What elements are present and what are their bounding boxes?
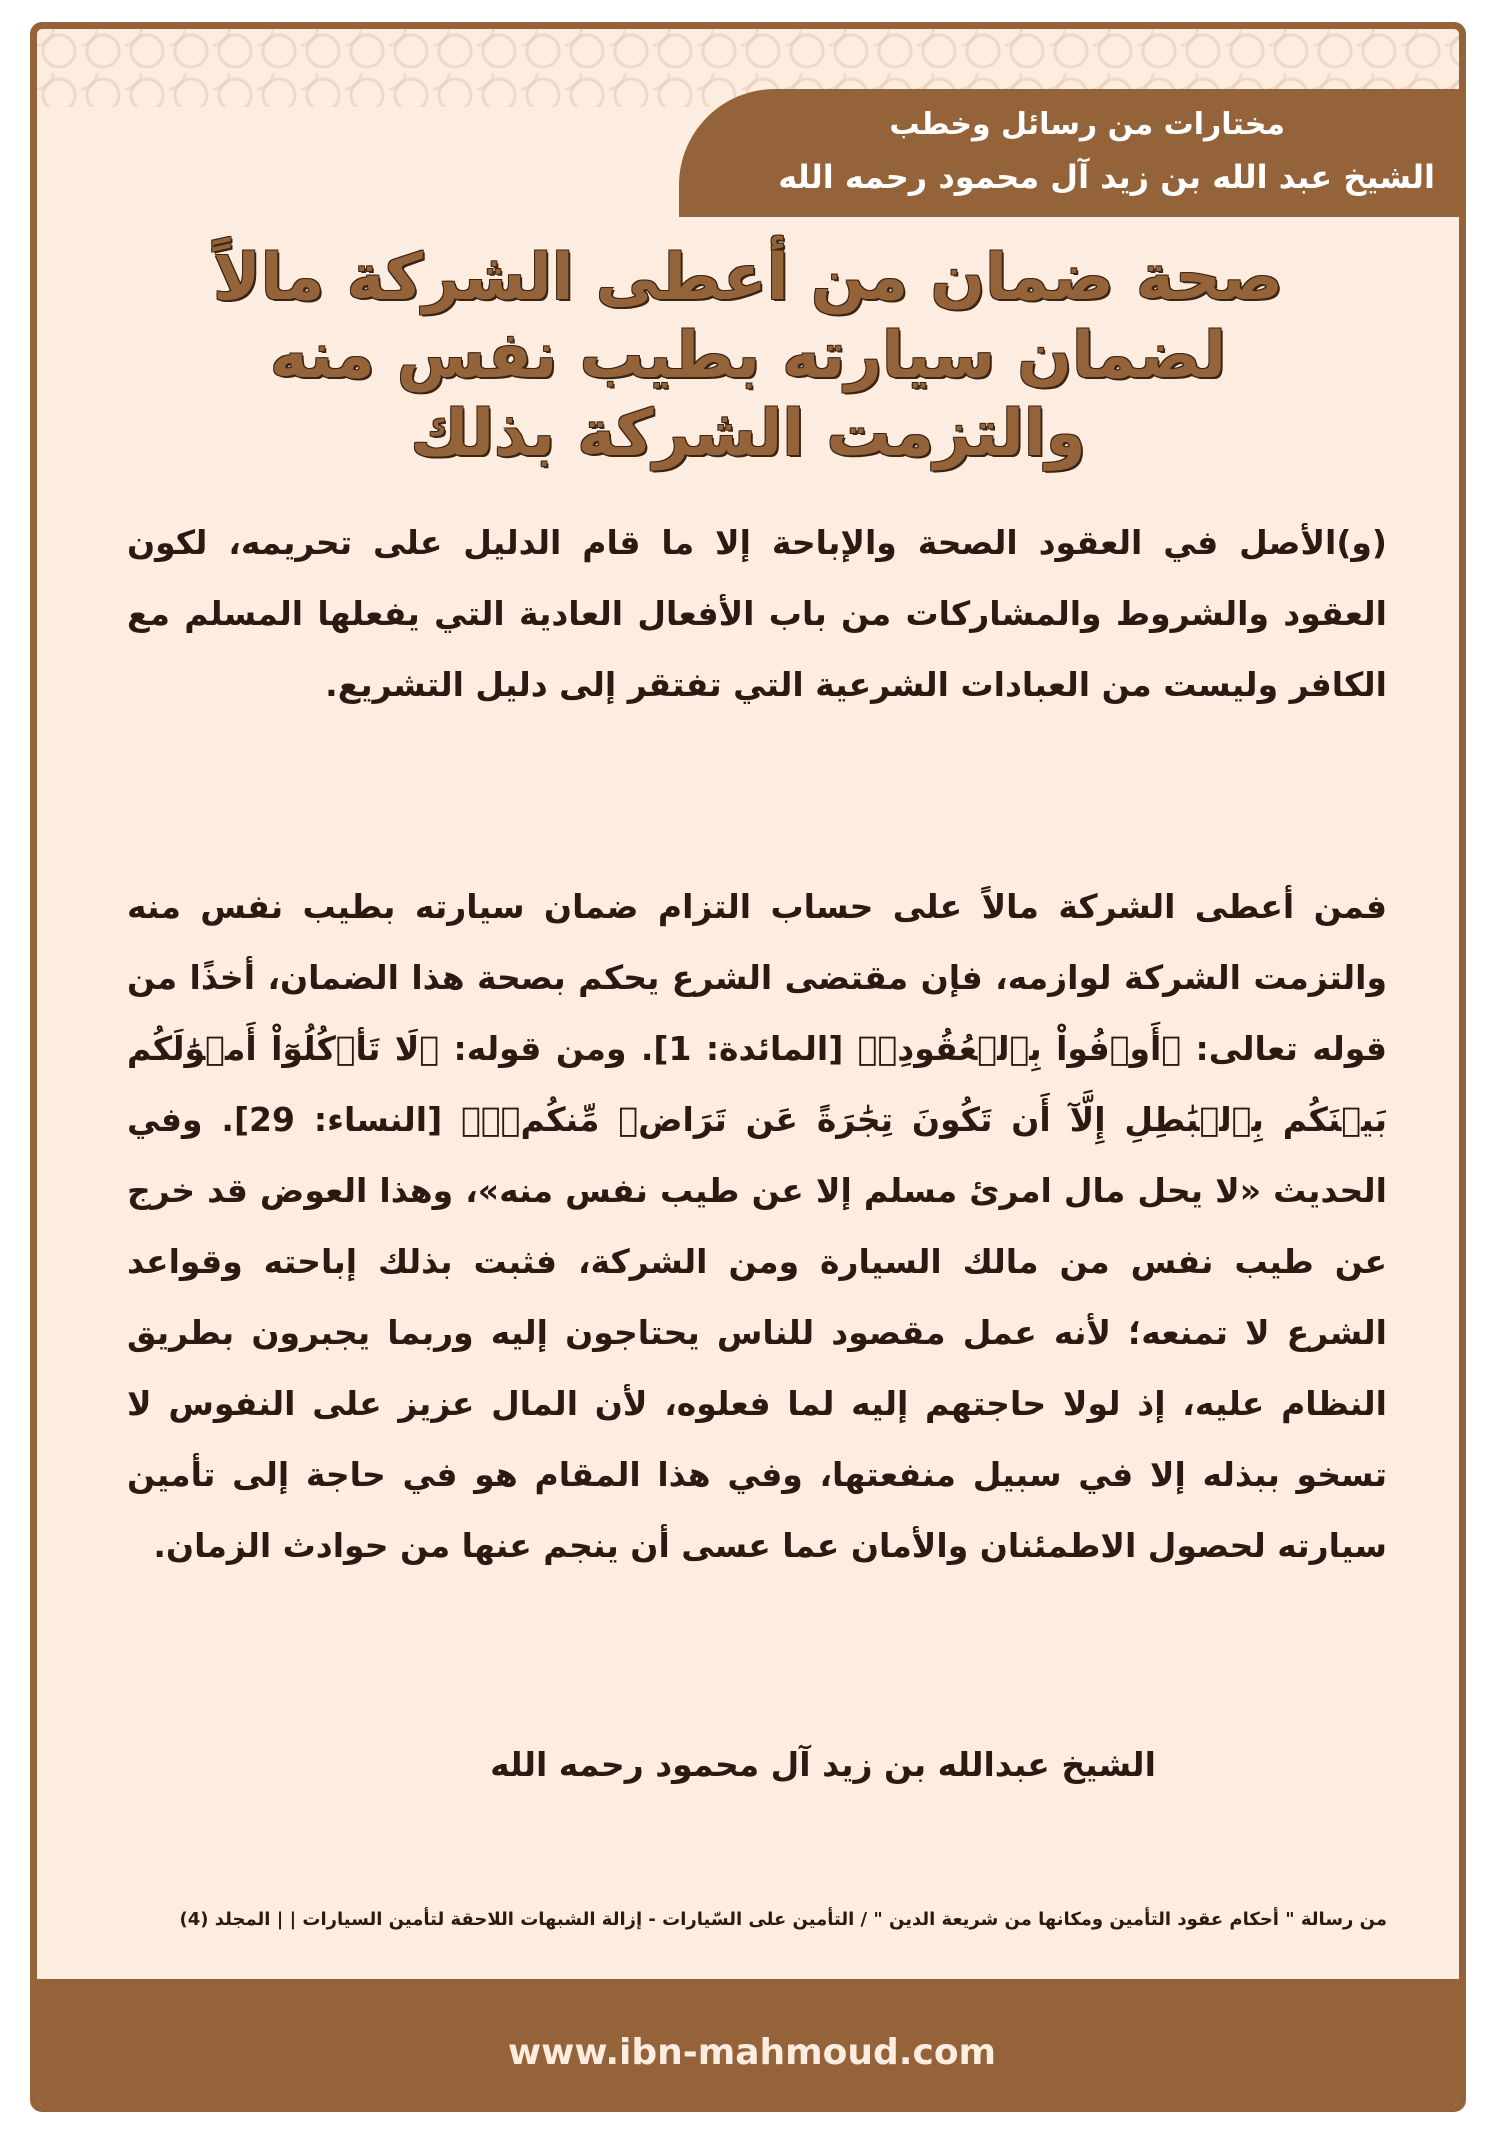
footer-bar bbox=[37, 1979, 1459, 2105]
header-ribbon bbox=[679, 89, 1459, 217]
page-title: صحة ضمان من أعطى الشركة مالاً لضمان سيارته بطيب نفس منه والتزمت الشركة بذلك bbox=[213, 241, 1283, 471]
header-series-title: مختارات من رسائل وخطب bbox=[889, 107, 1285, 142]
header-author: الشيخ عبد الله بن زيد آل محمود رحمه الله bbox=[778, 158, 1435, 196]
signature: الشيخ عبدالله بن زيد آل محمود رحمه الله bbox=[490, 1745, 1156, 1784]
page-frame bbox=[30, 22, 1466, 2112]
paragraph-2: فمن أعطى الشركة مالاً على حساب التزام ضمان سيارته بطيب نفس منه والتزمت الشركة لوازمه، فإن مقتضى الشرع يحكم بصحة هذا الضمان، أخذًا من قوله تعالى: ﴿أَوۡفُواْ بِٱلۡعُقُودِۚ﴾ [المائدة: 1]. ومن قوله: ﴿لَا تَأۡكُلُوٓاْ أَمۡوَٰلَكُم بَيۡنَكُم بِٱلۡبَٰطِلِ إِلَّآ أَن تَكُونَ تِجَٰرَةً عَن تَرَاضٖ مِّنكُمۡۚ﴾ [النساء: 29]. وفي الحديث «لا يحل مال امرئ مسلم إلا عن طيب نفس منه»، وهذا العوض قد خرج عن طيب نفس من مالك السيارة ومن الشركة، فثبت بذلك إباحته وقواعد الشرع لا تمنعه؛ لأنه عمل مقصود للناس يحتاجون إليه وربما يجبرون بطريق النظام عليه، إذ لولا حاجتهم إليه لما فعلوه، لأن المال عزيز على النفوس لا تسخو ببذله إلا في سبيل منفعتها، وفي هذا المقام هو في حاجة إلى تأمين سيارته لحصول الاطمئنان والأمان عما عسى أن ينجم عنها من حوادث الزمان. bbox=[127, 887, 1388, 1565]
website-link[interactable]: www.ibn-mahmoud.com bbox=[507, 2032, 997, 2073]
paragraph-1: (و)الأصل في العقود الصحة والإباحة إلا ما قام الدليل على تحريمه، لكون العقود والشروط والمشاركات من باب الأفعال العادية التي يفعلها المسلم مع الكافر وليست من العبادات الشرعية التي تفتقر إلى دليل التشريع. bbox=[127, 523, 1387, 704]
source-citation: من رسالة " أحكام عقود التأمين ومكانها من شريعة الدين " / التأمين على السّيارات - إزالة الشبهات اللاحقة لتأمين السيارات | | المجلد (4) bbox=[179, 1909, 1387, 1930]
